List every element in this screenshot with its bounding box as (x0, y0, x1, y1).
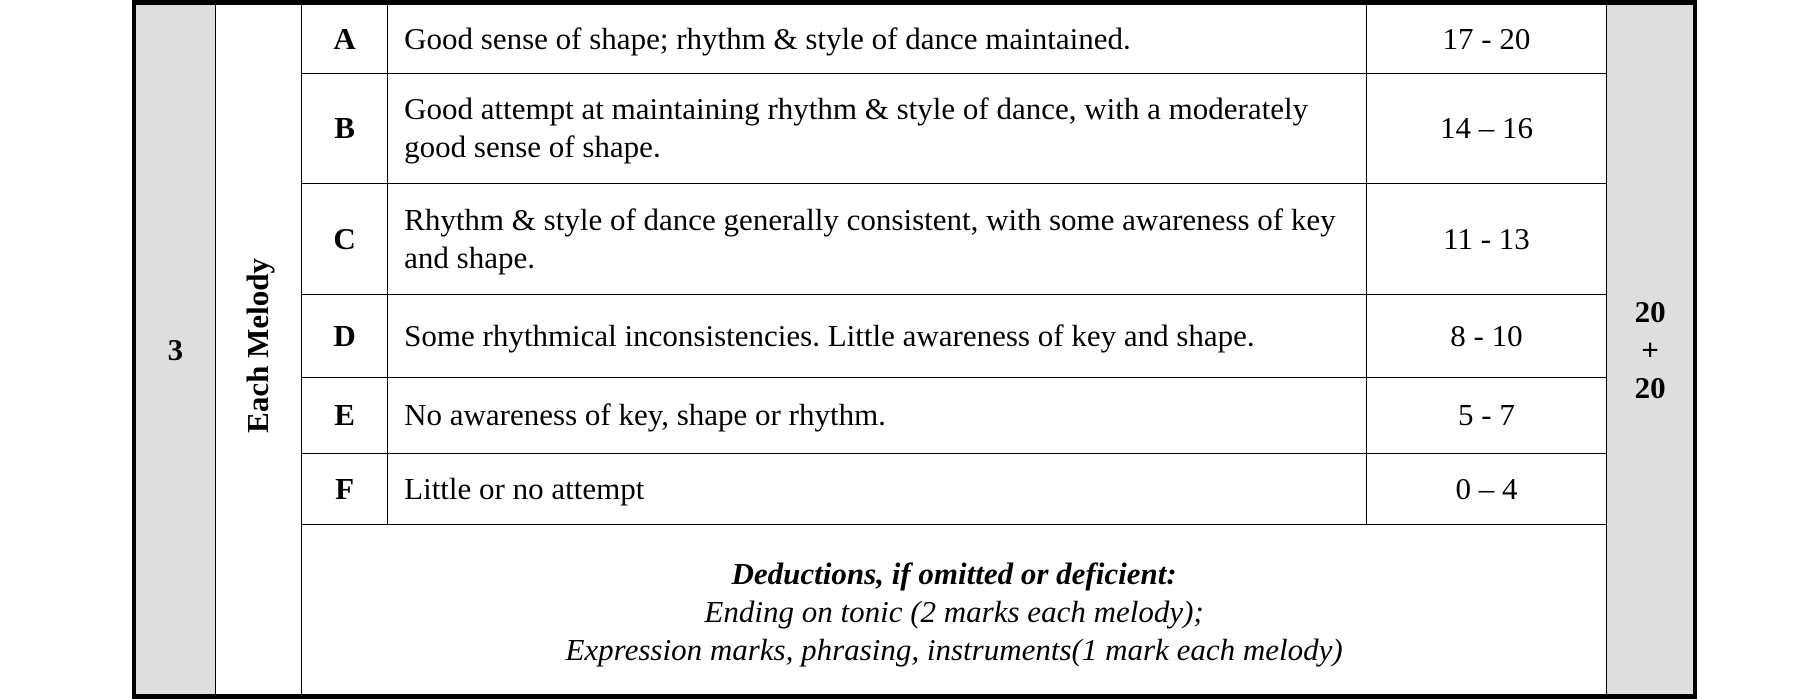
grade-row (134, 73, 1695, 184)
total-bottom: 20 (1634, 369, 1666, 405)
grade-letter: C (301, 184, 387, 295)
grade-description: Good sense of shape; rhythm & style of dance maintained. (388, 3, 1367, 74)
mark-range: 11 - 13 (1366, 184, 1607, 295)
mark-range: 14 – 16 (1366, 73, 1607, 184)
deductions-title: Deductions, if omitted or deficient: (731, 556, 1177, 592)
deductions-line: Ending on tonic (2 marks each melody); (704, 594, 1204, 630)
grade-description: Some rhythmical inconsistencies. Little awareness of key and shape. (388, 295, 1367, 378)
grade-row (134, 184, 1695, 295)
grade-description: No awareness of key, shape or rhythm. (388, 377, 1367, 454)
grade-description: Rhythm & style of dance generally consistent, with some awareness of key and shape. (388, 184, 1367, 295)
grade-letter: A (301, 3, 387, 74)
grade-letter: E (301, 377, 387, 454)
grade-letter: F (301, 454, 387, 525)
grade-row (134, 454, 1695, 525)
melody-label: Each Melody (240, 257, 276, 433)
mark-range: 0 – 4 (1366, 454, 1607, 525)
grade-row (134, 3, 1695, 74)
question-number: 3 (134, 3, 215, 697)
melody-label-cell (215, 3, 301, 697)
grade-row (134, 377, 1695, 454)
mark-range: 17 - 20 (1366, 3, 1607, 74)
marking-scheme-table (132, 0, 1697, 699)
grade-description: Good attempt at maintaining rhythm & style of dance, with a moderately good sense of shape. (388, 73, 1367, 184)
deductions-row (134, 524, 1695, 696)
grade-letter: B (301, 73, 387, 184)
total-plus: + (1641, 331, 1659, 367)
total-marks (1607, 3, 1695, 697)
total-top: 20 (1634, 293, 1666, 329)
grade-letter: D (301, 295, 387, 378)
mark-range: 8 - 10 (1366, 295, 1607, 378)
deductions-line: Expression marks, phrasing, instruments(1 mark each melody) (565, 632, 1343, 668)
deductions-note (301, 524, 1606, 696)
mark-range: 5 - 7 (1366, 377, 1607, 454)
grade-description: Little or no attempt (388, 454, 1367, 525)
grade-row (134, 295, 1695, 378)
